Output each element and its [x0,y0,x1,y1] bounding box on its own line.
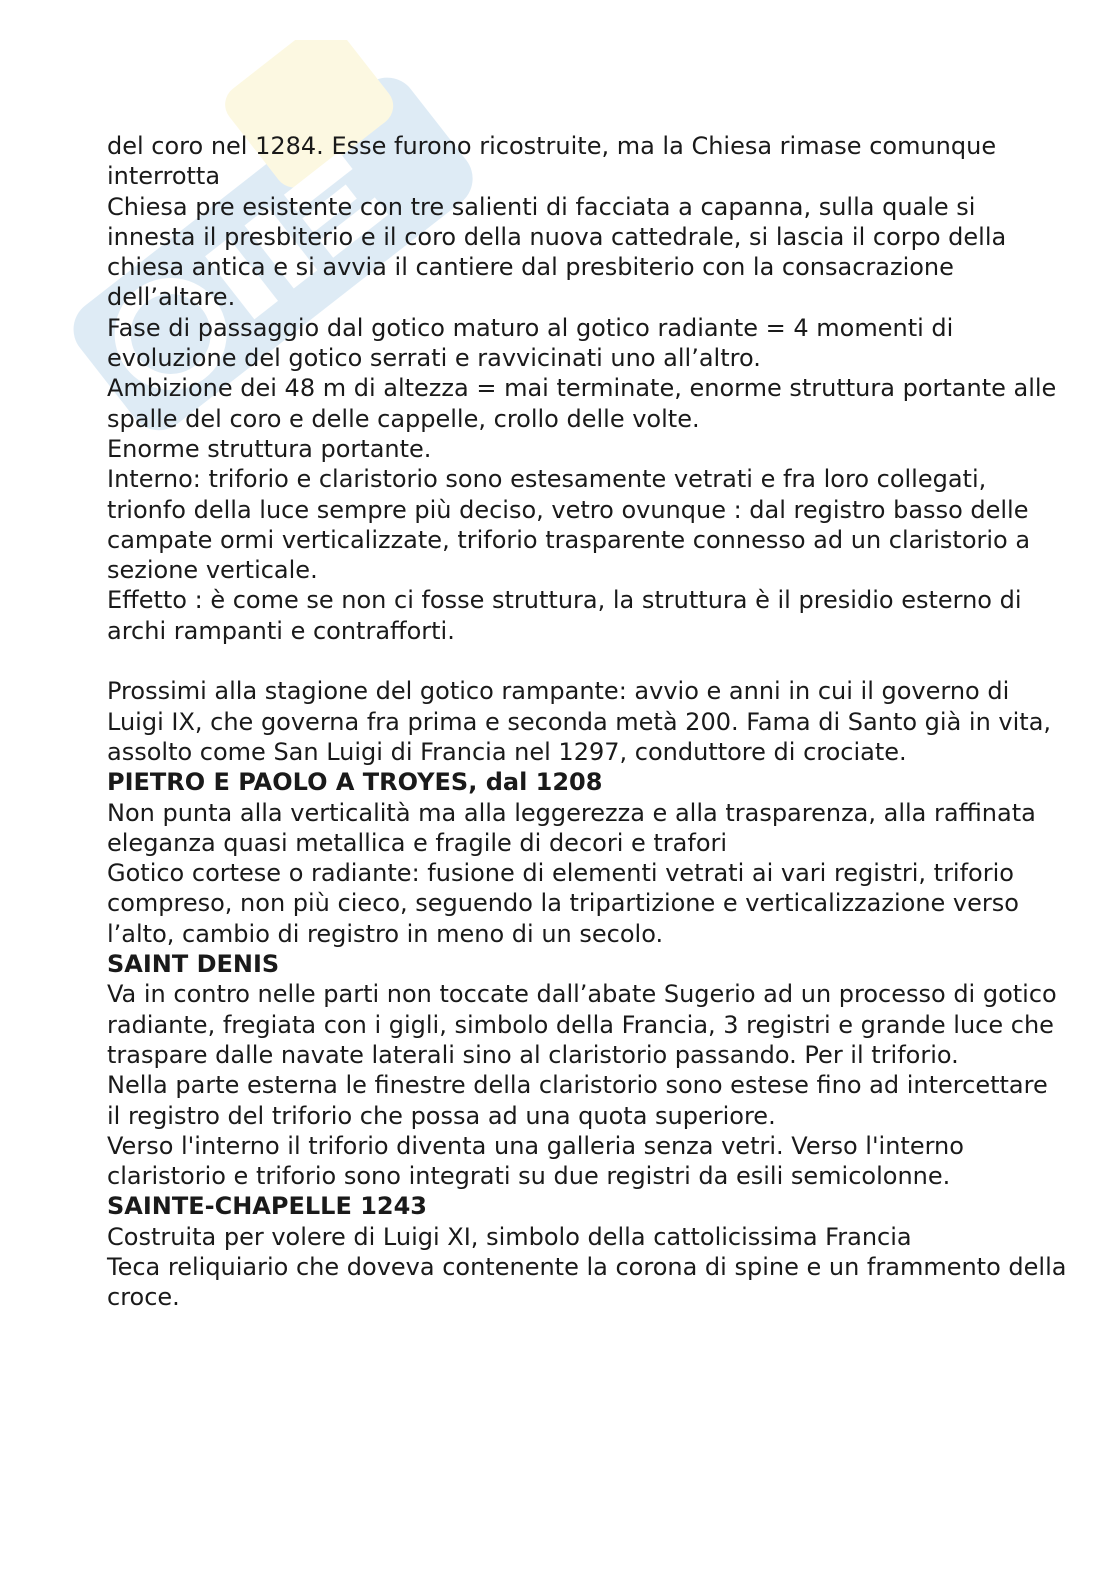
paragraph: Ambizione dei 48 m di altezza = mai terminate, enorme struttura portante alle spalle del coro e delle cappelle, crollo delle volte. [107,374,1057,433]
section-heading: SAINT DENIS [107,950,280,979]
paragraph: Nella parte esterna le finestre della claristorio sono estese fino ad intercettare il registro del triforio che possa ad una quota superiore. [107,1071,1048,1130]
document-page [107,131,1067,1313]
paragraph: Chiesa pre esistente con tre salienti di facciata a capanna, sulla quale si innesta il presbiterio e il coro della nuova cattedrale, si lascia il corpo della chiesa antica e si avvia il cantiere dal presbiterio con la consacrazione dell’altare. [107,192,1007,312]
paragraph: Non punta alla verticalità ma alla leggerezza e alla trasparenza, alla raffinata eleganza quasi metallica e fragile di decori e trafori [107,798,1036,857]
blank-line [107,646,1067,676]
paragraph: Verso l'interno il triforio diventa una galleria senza vetri. Verso l'interno claristorio e triforio sono integrati su due registri da esili semicolonne. [107,1131,964,1191]
paragraph: Interno: triforio e claristorio sono estesamente vetrati e fra loro collegati, trionfo della luce sempre più deciso, vetro ovunque : dal registro basso delle campate ormi verticalizzate, triforio trasparente connesso ad un claristorio a sezione verticale. [107,465,1031,585]
paragraph: Fase di passaggio dal gotico maturo al gotico radiante = 4 momenti di evoluzione del gotico serrati e ravvicinati uno all’altro. [107,313,954,373]
paragraph: Gotico cortese o radiante: fusione di elementi vetrati ai vari registri, triforio compreso, non più cieco, seguendo la tripartizione e verticalizzazione verso l’alto, cambio di registro in meno di un secolo. [107,859,1019,948]
paragraph: Costruita per volere di Luigi XI, simbolo della cattolicissima Francia [107,1222,912,1251]
paragraph: Va in contro nelle parti non toccate dall’abate Sugerio ad un processo di gotico radiante, fregiata con i gigli, simbolo della Francia, 3 registri e grande luce che traspare dalle navate laterali sino al claristorio passando. Per il triforio. [107,980,1057,1069]
paragraph: Teca reliquiario che doveva contenente la corona di spine e un frammento della croce. [107,1252,1067,1312]
paragraph: Enorme struttura portante. [107,434,432,463]
section-heading: PIETRO E PAOLO A TROYES, dal 1208 [107,768,603,797]
section-heading: SAINTE-CHAPELLE 1243 [107,1192,427,1221]
paragraph: Prossimi alla stagione del gotico rampante: avvio e anni in cui il governo di Luigi IX, che governa fra prima e seconda metà 200. Fama di Santo già in vita, assolto come San Luigi di Francia nel 1297, conduttore di crociate. [107,677,1052,766]
paragraph: del coro nel 1284. Esse furono ricostruite, ma la Chiesa rimase comunque interrotta [107,132,997,191]
paragraph: Effetto : è come se non ci fosse struttura, la struttura è il presidio esterno di archi rampanti e contrafforti. [107,586,1022,645]
